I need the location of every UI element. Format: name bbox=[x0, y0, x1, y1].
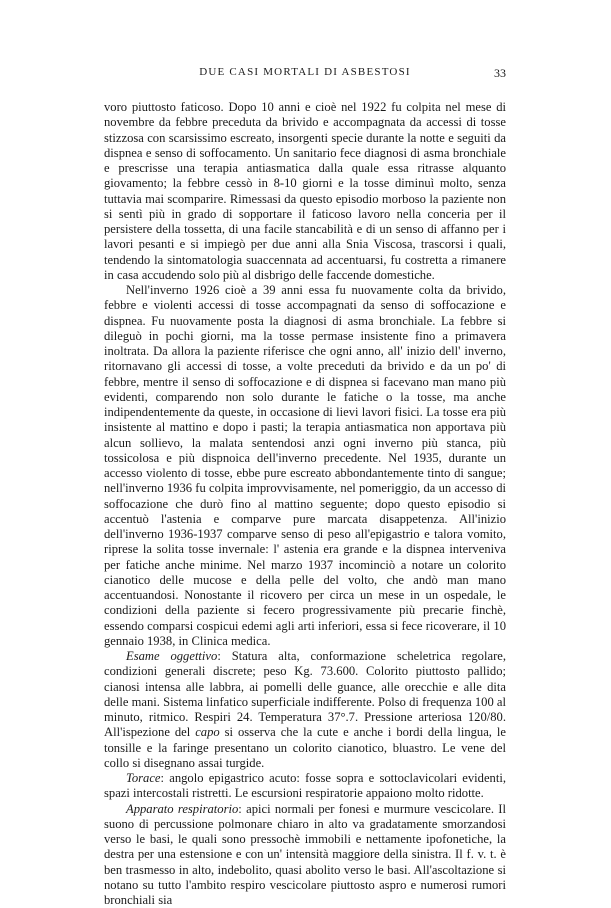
section-label-esame-oggettivo: Esame oggettivo bbox=[126, 649, 217, 663]
paragraph-history-1926: Nell'inverno 1926 cioè a 39 anni essa fu nuovamente colta da brivido, febbre e violenti accessi di tosse accompagnati da senso di soffocazione e dispnea. Fu nuovamente posta la diagnosi di asma bronchiale. La febbre si dileguò in pochi giorni, ma la tosse permase insistente fino a primavera inoltrata. Da allora la paziente riferisce che ogni anno, all' inizio dell' inverno, ritornavano gli accessi di tosse, a volte preceduti da brivido e da un po' di febbre, mentre il senso di soffocazione e di dispnea si facevano man mano più evidenti, comparendo non solo durante le fatiche o la tosse, ma anche indipendentemente da queste, in occasione di lievi lavori fisici. La tosse era più insistente al mattino e dopo i pasti; la terapia antiasmatica non apportava più alcun sollievo, la malata sentendosi anzi ogni inverno più stanca, più tossicolosa e più dispnoica dell'inverno precedente. Nel 1935, durante un accesso violento di tosse, ebbe pure escreato abbondantemente tinto di sangue; nell'inverno 1936 fu colpita improvvisamente, nel pomeriggio, da un accesso di soffocazione che durò fino al mattino seguente; dopo questo episodio si accentuò l'astenia e comparve pure marcata disappetenza. All'inizio dell'inverno 1936-1937 comparve senso di peso all'epigastrio e talora vomito, riprese la solita tosse invernale: l' astenia era grande e la dispnea interveniva per fatiche anche minime. Nel marzo 1937 incominciò a notare un colorito cianotico delle mucose e della pelle del volto, che andò man mano accentuandosi. Nonostante il ricovero per circa un mese in un ospedale, le condizioni della paziente si fecero progressivamente più precarie finchè, essendo comparsi cospicui edemi agli arti inferiori, essa si fece ricoverare, il 10 gennaio 1938, in Clinica medica. bbox=[104, 283, 506, 649]
paragraph-torace bbox=[104, 771, 506, 802]
page-number: 33 bbox=[494, 66, 506, 81]
apparato-respiratorio-text: : apici normali per fonesi e murmure vescicolare. Il suono di percussione polmonare chiaro in alto va gradatamente smorzandosi verso le basi, le quali sono pressochè immobili e nettamente ipofonetiche, la destra per una estensione e con un' intensità maggiore della sinistra. Il f. v. t. è ben trasmesso in alto, indebolito, quasi abolito verso le basi. All'ascoltazione si notano su tutto l'ambito respiro vescicolare piuttosto aspro e numerosi rumori bronchiali sia bbox=[104, 802, 506, 908]
section-label-apparato-respiratorio: Apparato respiratorio bbox=[126, 802, 238, 816]
running-title: DUE CASI MORTALI DI ASBESTOSI bbox=[104, 66, 506, 78]
esame-oggettivo-text: : Statura alta, conformazione scheletrica regolare, condizioni generali discrete; peso Kg. 73.600. Colorito piuttosto pallido; cianosi intensa alle labbra, ai pomelli delle guance, alle orecchie e alle dita delle mani. Sistema linfatico superficiale indifferente. Polso di frequenza 100 al minuto, ritmico. Respiri 24. Temperatura 37°.7. Pressione arteriosa 120/80. All'ispezione del bbox=[104, 649, 506, 739]
esame-oggettivo-text-cont: si osserva che la cute e anche i bordi della lingua, le tonsille e la faringe presentano un colorito cianotico, bluastro. Le vene del collo si disegnano assai turgide. bbox=[104, 725, 506, 770]
inline-label-capo: capo bbox=[195, 725, 219, 739]
paragraph-history-1922: voro piuttosto faticoso. Dopo 10 anni e cioè nel 1922 fu colpita nel mese di novembre da febbre preceduta da brivido e accompagnata da accessi di tosse stizzosa con scarsissimo escreato, insorgenti specie durante la notte e seguiti da dispnea e senso di soffocamento. Un sanitario fece diagnosi di asma bronchiale e prescrisse una terapia antiasmatica dalla quale essa ritrasse alquanto giovamento; la febbre cessò in 8-10 giorni e la tosse diminuì molto, senza tuttavia mai scomparire. Rimessasi da questo episodio morboso la paziente non si sentì più in grado di sopportare il faticoso lavoro nella conceria per il persistere della tossetta, di una facile stancabilità e di un senso di affanno per i lavori pesanti e si impiegò per due anni alla Snia Viscosa, trascorsi i quali, tendendo la sintomatologia suaccennata ad accentuarsi, fu costretta a rimanere in casa accudendo solo più al disbrigo delle faccende domestiche. bbox=[104, 100, 506, 283]
section-label-torace: Torace bbox=[126, 771, 161, 785]
page-header bbox=[104, 66, 506, 84]
torace-text: : angolo epigastrico acuto: fosse sopra e sottoclavicolari evidenti, spazi intercostali ristretti. Le escursioni respiratorie appaiono molto ridotte. bbox=[104, 771, 506, 800]
body-text bbox=[104, 100, 506, 908]
paragraph-esame-oggettivo bbox=[104, 649, 506, 771]
paragraph-apparato-respiratorio bbox=[104, 802, 506, 908]
